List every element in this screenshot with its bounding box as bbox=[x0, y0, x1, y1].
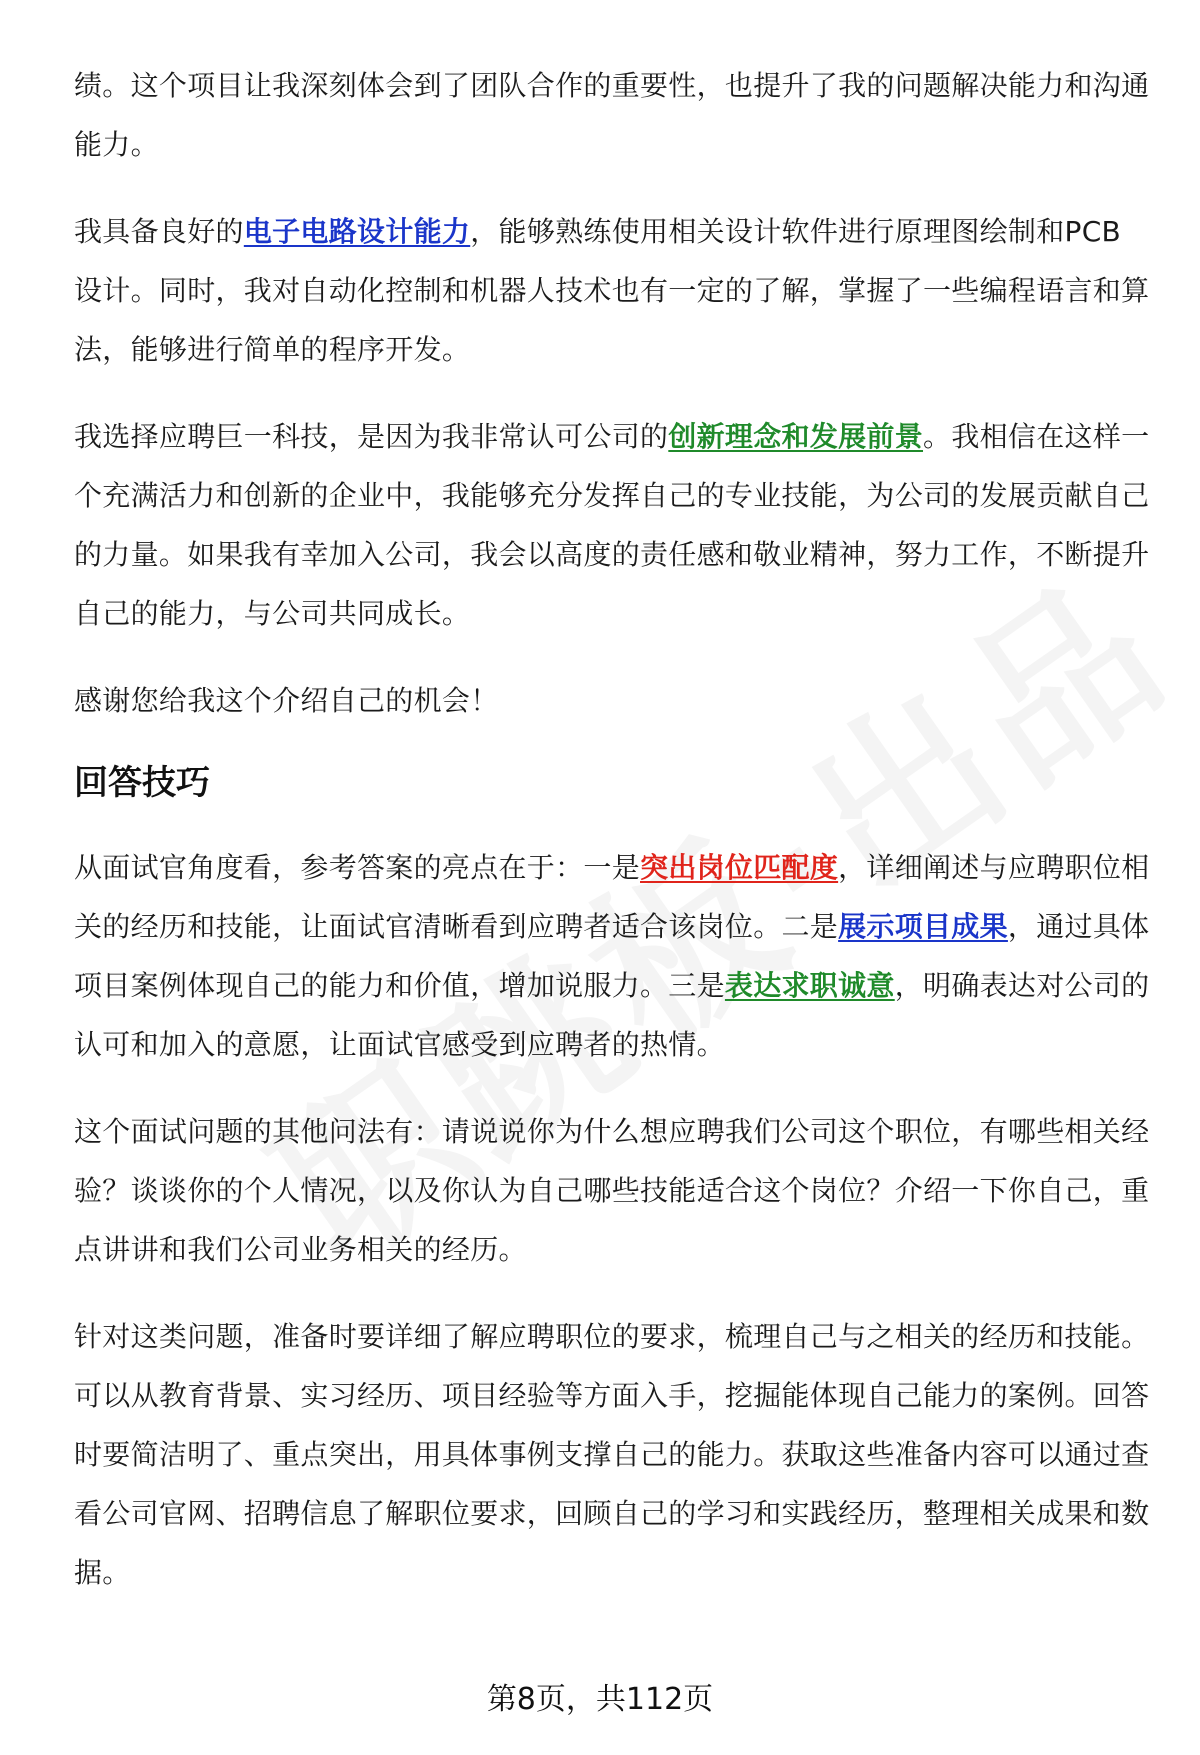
text-segment: ，通过具体项目案例体现自己的能力和价值，增加说服力。三是 bbox=[74, 910, 1150, 1002]
highlight-project-results: 展示项目成果 bbox=[838, 910, 1008, 943]
text-segment: 从面试官角度看，参考答案的亮点在于：一是 bbox=[74, 851, 641, 884]
text-segment: 我选择应聘巨一科技，是因为我非常认可公司的 bbox=[74, 420, 669, 453]
page-number: 第8页，共112页 bbox=[486, 1682, 714, 1717]
text-segment: 。我相信在这样一个充满活力和创新的企业中，我能够充分发挥自己的专业技能，为公司的发展贡献自己的力量。如果我有幸加入公司，我会以高度的责任感和敬业精神，努力工作，不断提升自己的能力，与公司共同成长。 bbox=[74, 420, 1150, 630]
text-segment: 我具备良好的 bbox=[74, 215, 244, 248]
paragraph-skills bbox=[74, 202, 1154, 379]
highlight-innovation: 创新理念和发展前景 bbox=[668, 420, 924, 453]
paragraph-motivation bbox=[74, 407, 1154, 643]
paragraph-alt-questions: 这个面试问题的其他问法有：请说说你为什么想应聘我们公司这个职位，有哪些相关经验？谈谈你的个人情况，以及你认为自己哪些技能适合这个岗位？介绍一下你自己，重点讲讲和我们公司业务相关的经历。 bbox=[74, 1115, 1150, 1266]
text-segment: ，能够熟练使用相关设计软件进行原理图绘制和PCB 设计。同时，我对自动化控制和机器人技术也有一定的了解，掌握了一些编程语言和算法，能够进行简单的程序开发。 bbox=[74, 215, 1150, 366]
paragraph-preparation: 针对这类问题，准备时要详细了解应聘职位的要求，梳理自己与之相关的经历和技能。可以从教育背景、实习经历、项目经验等方面入手，挖掘能体现自己能力的案例。回答时要简洁明了、重点突出，用具体事例支撑自己的能力。获取这些准备内容可以通过查看公司官网、招聘信息了解职位要求，回顾自己的学习和实践经历，整理相关成果和数据。 bbox=[74, 1320, 1150, 1589]
paragraph-thanks: 感谢您给我这个介绍自己的机会！ bbox=[74, 684, 499, 717]
highlight-circuit-design: 电子电路设计能力 bbox=[243, 215, 471, 248]
highlight-job-match: 突出岗位匹配度 bbox=[640, 851, 839, 884]
text-segment: ，详细阐述与应聘职位相关的经历和技能，让面试官清晰看到应聘者适合该岗位。二是 bbox=[74, 851, 1150, 943]
paragraph-highlights bbox=[74, 838, 1154, 1074]
highlight-sincerity: 表达求职诚意 bbox=[724, 969, 895, 1002]
document-page bbox=[74, 56, 1154, 1630]
text-segment: ，明确表达对公司的认可和加入的意愿，让面试官感受到应聘者的热情。 bbox=[74, 969, 1150, 1061]
section-title: 回答技巧 bbox=[74, 763, 210, 803]
paragraph-project-summary: 绩。这个项目让我深刻体会到了团队合作的重要性，也提升了我的问题解决能力和沟通能力。 bbox=[74, 69, 1150, 161]
